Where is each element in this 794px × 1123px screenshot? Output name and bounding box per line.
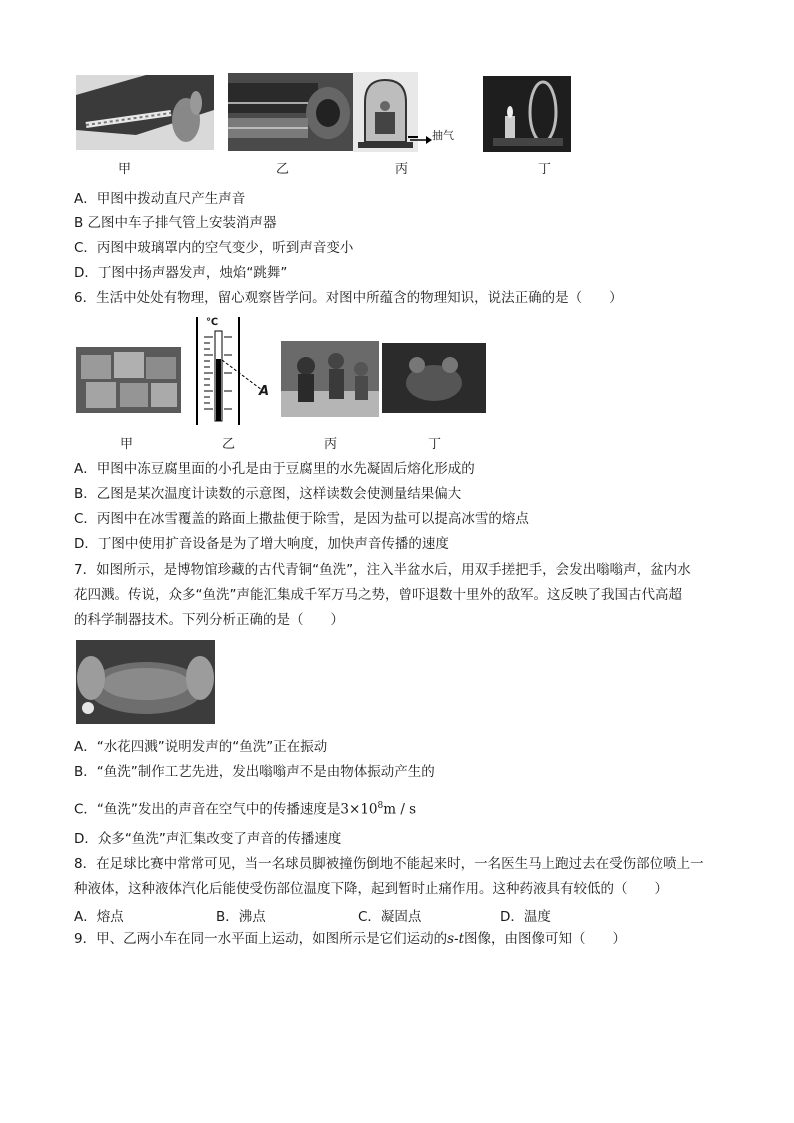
q6-caption-ding: 丁 [428,437,442,452]
q7-option-c-unit: m / s [383,801,417,818]
q5-option-c: C．丙图中玻璃罩内的空气变少，听到声音变小 [74,240,354,256]
q5-option-d: D．丁图中扬声器发声，烛焰“跳舞” [74,265,288,281]
q9-stem-prefix: 9．甲、乙两小车在同一水平面上运动，如图所示是它们运动的 [74,931,448,947]
q5-caption-jia: 甲 [118,162,132,177]
q6-option-d: D．丁图中使用扩音设备是为了增大响度，加快声音传播的速度 [74,536,449,552]
q6-caption-bing: 丙 [324,437,338,452]
thermo-unit-label: ℃ [206,317,219,328]
q8-stem-line-1: 8．在足球比赛中常常可见，当一名球员脚被撞伤倒地不能起来时，一名医生马上跑过去在受伤部位喷上一 [74,856,704,872]
q6-figure-bing [281,341,379,417]
q9-stem [74,930,626,948]
q6-stem: 6．生活中处处有物理，留心观察皆学问。对图中所蕴含的物理知识，说法正确的是（ ） [74,290,623,306]
q6-option-b: B．乙图是某次温度计读数的示意图，这样读数会使测量结果偏大 [74,486,462,502]
q6-option-c: C．丙图中在冰雪覆盖的路面上撒盐便于除雪，是因为盐可以提高冰雪的熔点 [74,511,529,527]
q9-stem-st: s-t [447,931,465,947]
q8-option-d: D．温度 [500,909,551,925]
q5-figure-jia [76,75,214,150]
q8-stem-line-2: 种液体，这种液体汽化后能使受伤部位温度下降，起到暂时止痛作用。这种药液具有较低的（ ） [74,881,668,897]
q6-figure-ding [382,343,486,413]
q5-option-b: B 乙图中车子排气管上安装消声器 [74,215,277,231]
q7-option-c-exp: 8 [377,801,384,811]
q7-figure-yuxi [76,640,215,724]
q6-caption-jia: 甲 [120,437,134,452]
q8-option-c: C．凝固点 [358,909,422,925]
q7-option-c-base: 3×10 [340,801,378,818]
eye-icon: A [259,384,270,399]
q7-stem-line-2: 花四溅。传说，众多“鱼洗”声能汇集成千军万马之势，曾吓退数十里外的敌军。这反映了我国古代高超 [74,587,682,603]
q5-caption-ding: 丁 [538,162,552,177]
q8-option-a: A．熔点 [74,909,124,925]
q6-figure-jia [76,347,181,413]
pump-arrow-icon [410,130,432,149]
q5-caption-yi: 乙 [276,162,290,177]
q5-figure-yi [228,73,353,151]
q6-option-a: A．甲图中冻豆腐里面的小孔是由于豆腐里的水先凝固后熔化形成的 [74,461,475,477]
q9-stem-suffix: 图像，由图像可知（ ） [464,931,627,947]
q8-option-b: B．沸点 [216,909,266,925]
q5-figure-bing [353,72,418,152]
q8-options [74,905,754,925]
q7-stem-line-1: 7．如图所示，是博物馆珍藏的古代青铜“鱼洗”，注入半盆水后，用双手搓把手，会发出嗡嗡声，盆内水 [74,562,691,578]
pump-label: 抽气 [432,129,454,142]
q7-option-d: D．众多“鱼洗”声汇集改变了声音的传播速度 [74,831,342,847]
q7-option-c [74,797,416,819]
q6-caption-yi: 乙 [222,437,236,452]
q5-caption-bing: 丙 [395,162,409,177]
q7-option-b: B．“鱼洗”制作工艺先进，发出嗡嗡声不是由物体振动产生的 [74,764,435,780]
q7-option-c-text: C．“鱼洗”发出的声音在空气中的传播速度是 [74,801,341,818]
q7-stem-line-3: 的科学制器技术。下列分析正确的是（ ） [74,612,344,628]
q5-option-a: A．甲图中拨动直尺产生声音 [74,191,246,207]
q5-figure-ding [483,76,571,152]
q7-option-a: A．“水花四溅”说明发声的“鱼洗”正在振动 [74,739,328,755]
